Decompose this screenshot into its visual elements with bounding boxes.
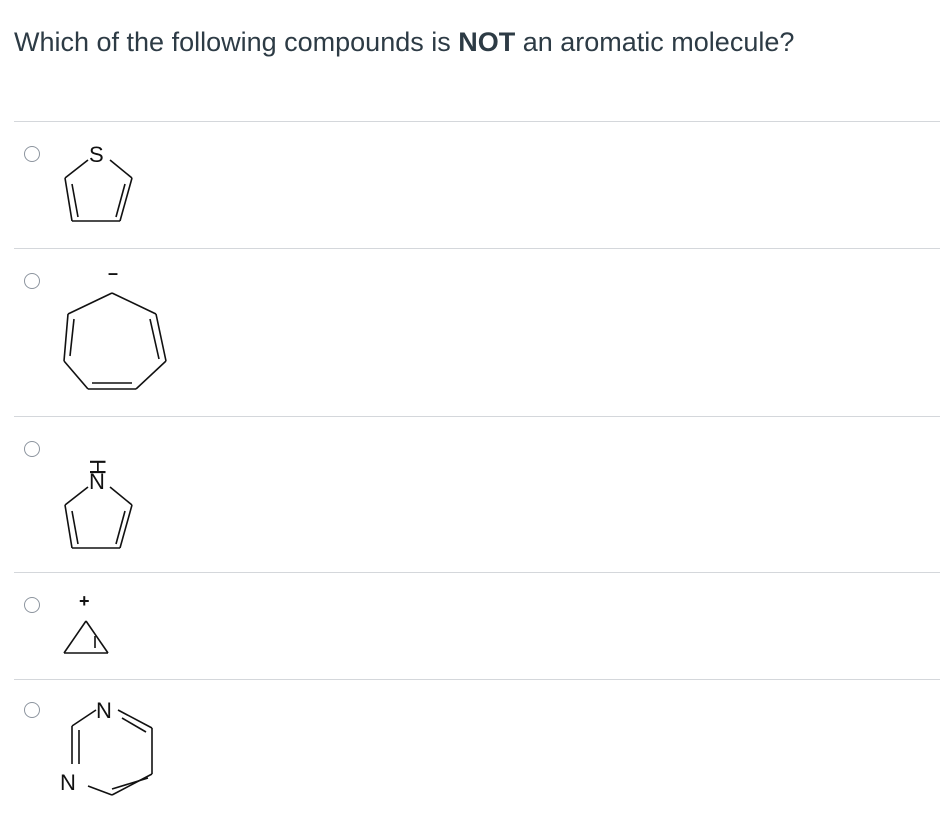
radio-button-option-4[interactable] — [24, 597, 40, 613]
pyrrole-structure — [52, 425, 142, 565]
radio-button-option-3[interactable] — [24, 441, 40, 457]
cycloheptatrienyl-anion-structure — [54, 255, 174, 405]
cyclopropenyl-cation-structure — [56, 585, 136, 675]
question-suffix: an aromatic molecule? — [515, 27, 795, 57]
hydrogen-atom-label: H — [85, 459, 110, 475]
answer-option-cycloheptatrienyl-anion[interactable] — [0, 249, 940, 416]
question-text — [14, 24, 794, 60]
thiophene-structure — [52, 132, 142, 242]
sulfur-atom-label: S — [89, 142, 104, 167]
radio-button-option-5[interactable] — [24, 702, 40, 718]
pyrimidine-structure — [52, 682, 172, 812]
nitrogen-atom-label-top: N — [96, 698, 112, 723]
answer-option-pyrrole[interactable] — [0, 417, 940, 572]
positive-charge-label: + — [79, 591, 90, 611]
question-emphasis: NOT — [458, 27, 516, 57]
radio-button-option-2[interactable] — [24, 273, 40, 289]
negative-charge-label: – — [108, 263, 119, 283]
radio-button-option-1[interactable] — [24, 146, 40, 162]
question-prefix: Which of the following compounds is — [14, 27, 459, 57]
answer-option-pyrimidine[interactable] — [0, 680, 940, 816]
nitrogen-atom-label-bottom: N — [60, 770, 76, 795]
answer-option-cyclopropenyl-cation[interactable] — [0, 573, 940, 679]
nitrogen-atom-label: N — [89, 469, 105, 494]
answer-option-thiophene[interactable] — [0, 122, 940, 248]
